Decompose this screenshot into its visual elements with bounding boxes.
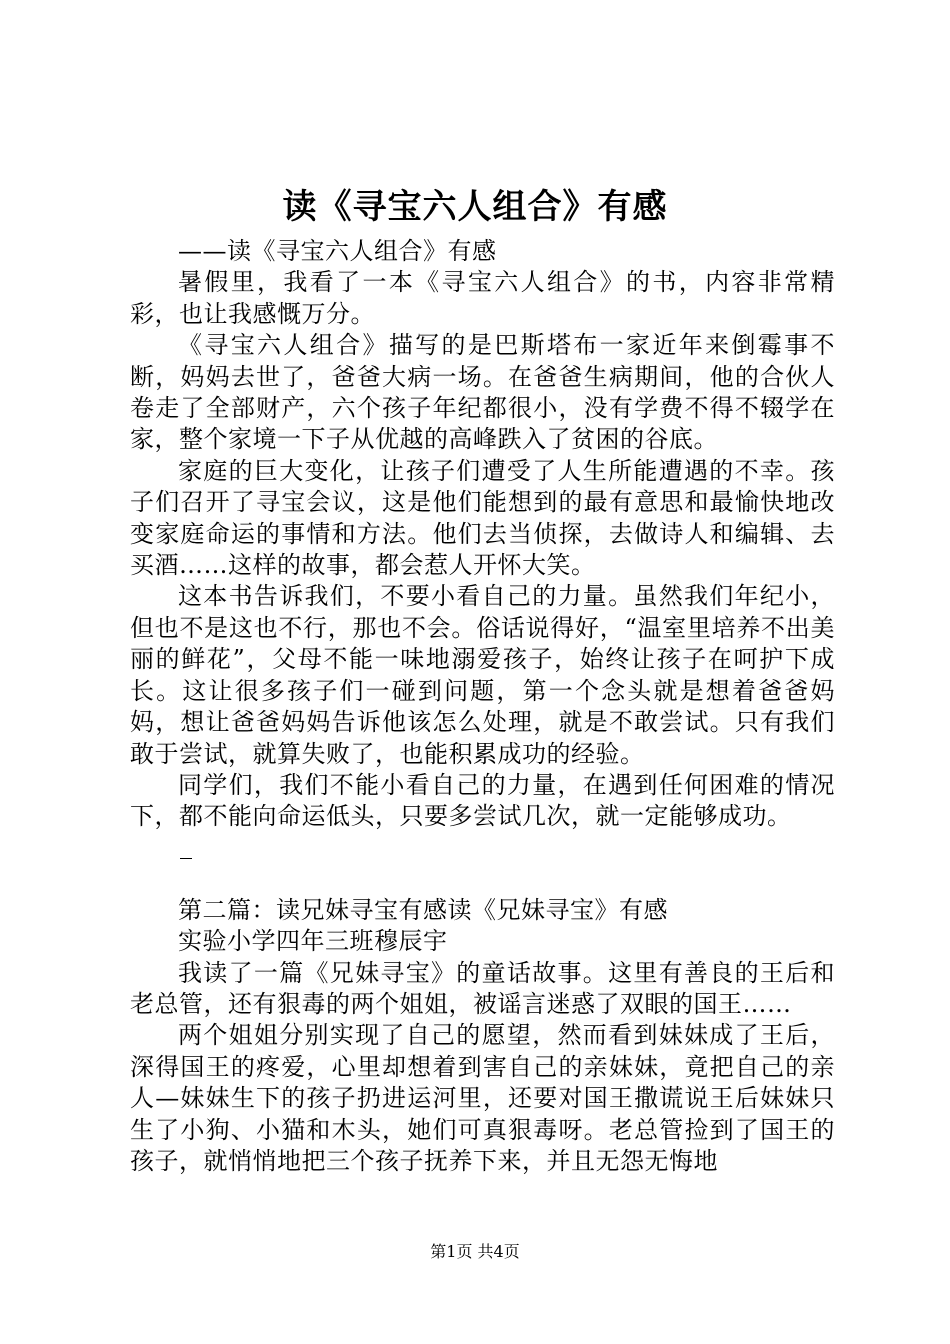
subtitle-paragraph: ——读《寻宝六人组合》有感	[178, 237, 497, 265]
body-paragraph: 家庭的巨大变化，让孩子们遭受了人生所能遭遇的不幸。孩子们召开了寻宝会议，这是他们能想到的最有意思和最愉快地改变家庭命运的事情和方法。他们去当侦探，去做诗人和编辑、去买酒……这样的故事，都会惹人开怀大笑。	[130, 456, 835, 580]
section-spacer	[130, 833, 835, 895]
body-paragraph: 这本书告诉我们，不要小看自己的力量。虽然我们年纪小，但也不是这也不行，那也不会。俗话说得好，“温室里培养不出美丽的鲜花”，父母不能一味地溺爱孩子，始终让孩子在呵护下成长。这让很多孩子们一碰到问题，第一个念头就是想着爸爸妈妈，想让爸爸妈妈告诉他该怎么处理，就是不敢尝试。只有我们敢于尝试，就算失败了，也能积累成功的经验。	[130, 582, 835, 768]
document-body	[130, 236, 835, 1177]
page-footer: 第1页 共4页	[430, 1242, 520, 1261]
author-line: 实验小学四年三班穆辰宇	[178, 927, 448, 956]
body-paragraph: 暑假里，我看了一本《寻宝六人组合》的书，内容非常精彩，也让我感慨万分。	[130, 268, 835, 328]
body-paragraph: 同学们，我们不能小看自己的力量，在遇到任何困难的情况下，都不能向命运低头，只要多尝试几次，就一定能够成功。	[130, 770, 835, 831]
section-heading: 第二篇：读兄妹寻宝有感读《兄妹寻宝》有感	[178, 895, 668, 924]
body-paragraph: 两个姐姐分别实现了自己的愿望，然而看到妹妹成了王后，深得国王的疼爱，心里却想着到害自己的亲妹妹，竟把自己的亲人—妹妹生下的孩子扔进运河里，还要对国王撒谎说王后妹妹只生了小狗、小猫和木头，她们可真狠毒呀。老总管捡到了国王的孩子，就悄悄地把三个孩子抚养下来，并且无怨无悔地	[130, 1021, 835, 1175]
body-paragraph: 《寻宝六人组合》描写的是巴斯塔布一家近年来倒霉事不断，妈妈去世了，爸爸大病一场。在爸爸生病期间，他的合伙人卷走了全部财产，六个孩子年纪都很小，没有学费不得不辍学在家，整个家境一下子从优越的高峰跌入了贫困的谷底。	[130, 331, 835, 454]
separator-mark	[180, 858, 192, 859]
body-paragraph: 我读了一篇《兄妹寻宝》的童话故事。这里有善良的王后和老总管，还有狠毒的两个姐姐，被谣言迷惑了双眼的国王……	[130, 958, 835, 1018]
document-title: 读《寻宝六人组合》有感	[282, 187, 668, 227]
